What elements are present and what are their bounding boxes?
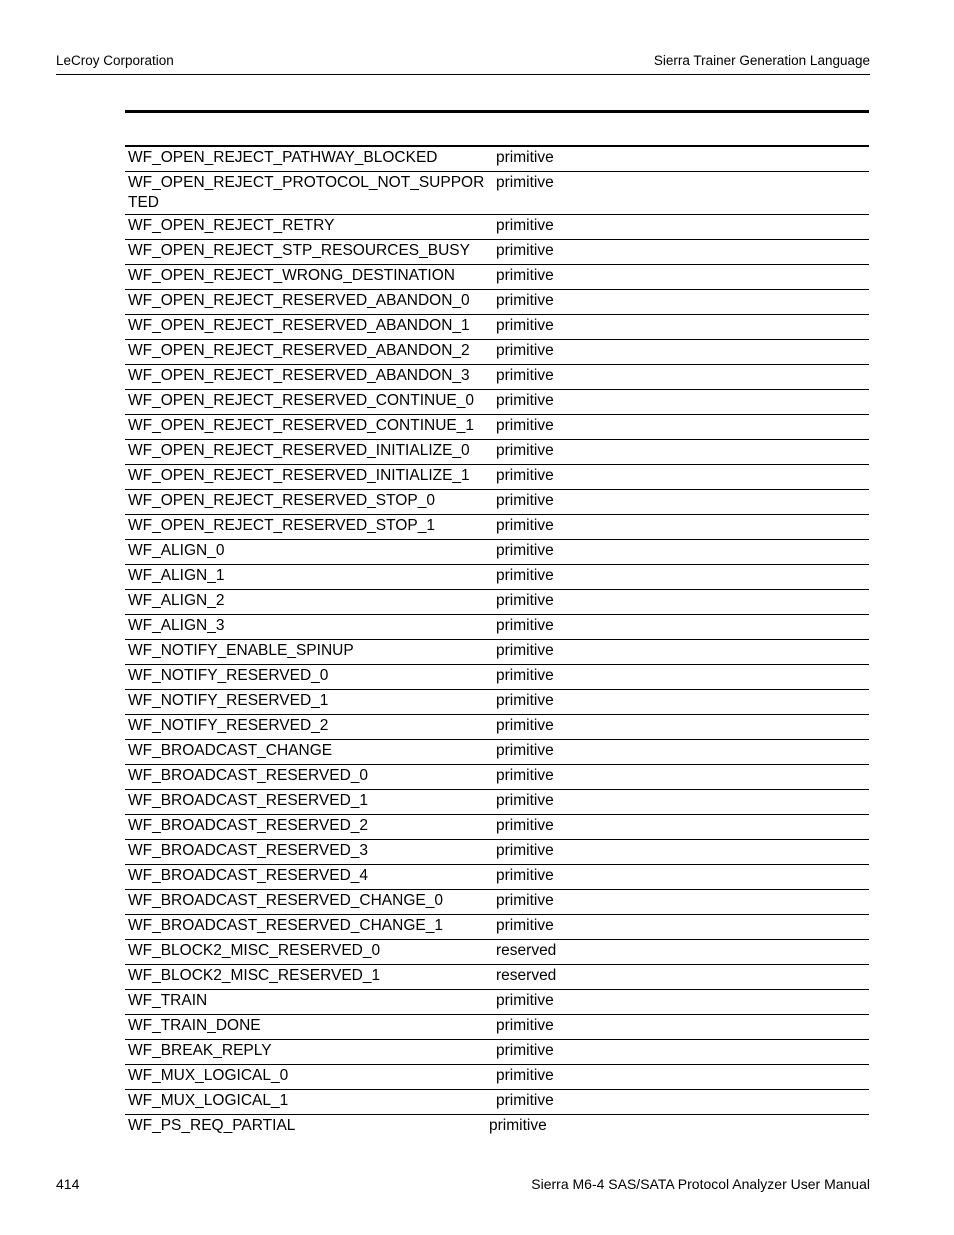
- table-row: [125, 615, 869, 640]
- header-company: LeCroy Corporation: [56, 53, 174, 68]
- cell-type: primitive: [496, 417, 554, 434]
- cell-name: WF_BROADCAST_CHANGE: [128, 742, 333, 759]
- cell-type: primitive: [496, 892, 554, 909]
- cell-type: primitive: [496, 242, 554, 259]
- cell-type: primitive: [496, 174, 554, 191]
- cell-name: WF_NOTIFY_RESERVED_0: [128, 667, 329, 684]
- cell-name: WF_OPEN_REJECT_STP_RESOURCES_BUSY: [128, 242, 470, 259]
- cell-name: WF_BROADCAST_RESERVED_CHANGE_1: [128, 917, 443, 934]
- cell-type: primitive: [496, 567, 554, 584]
- cell-type: primitive: [496, 592, 554, 609]
- table-row: [125, 940, 869, 965]
- cell-type: primitive: [496, 217, 554, 234]
- table-top-rule: [125, 110, 869, 113]
- cell-name: WF_PS_REQ_PARTIAL: [128, 1117, 296, 1134]
- cell-name: WF_ALIGN_2: [128, 592, 225, 609]
- primitives-table: [125, 145, 869, 1139]
- cell-type: primitive: [496, 867, 554, 884]
- cell-name: WF_BROADCAST_RESERVED_0: [128, 767, 369, 784]
- table-row: [125, 1015, 869, 1040]
- cell-type: primitive: [496, 467, 554, 484]
- cell-type: primitive: [496, 542, 554, 559]
- table-row: [125, 365, 869, 390]
- table-row: [125, 890, 869, 915]
- table-row: [125, 965, 869, 990]
- cell-type: primitive: [496, 267, 554, 284]
- cell-name: WF_BLOCK2_MISC_RESERVED_0: [128, 942, 381, 959]
- table-row: [125, 415, 869, 440]
- cell-name: WF_NOTIFY_RESERVED_2: [128, 717, 329, 734]
- cell-type: primitive: [496, 292, 554, 309]
- cell-type: primitive: [496, 917, 554, 934]
- table-row: [125, 315, 869, 340]
- table-row: [125, 540, 869, 565]
- table-row: [125, 1090, 869, 1115]
- cell-name: WF_ALIGN_0: [128, 542, 225, 559]
- cell-type: primitive: [496, 517, 554, 534]
- cell-name: WF_ALIGN_1: [128, 567, 225, 584]
- cell-name: WF_BROADCAST_RESERVED_2: [128, 817, 369, 834]
- table-body: [125, 146, 869, 1139]
- table-row: [125, 146, 869, 172]
- cell-name: WF_OPEN_REJECT_RESERVED_INITIALIZE_0: [128, 442, 470, 459]
- cell-type: primitive: [496, 717, 554, 734]
- cell-name: WF_TRAIN_DONE: [128, 1017, 261, 1034]
- cell-name: WF_OPEN_REJECT_RESERVED_ABANDON_0: [128, 292, 470, 309]
- cell-type: primitive: [496, 317, 554, 334]
- cell-name: WF_NOTIFY_RESERVED_1: [128, 692, 329, 709]
- cell-type: primitive: [496, 617, 554, 634]
- cell-type: primitive: [496, 992, 554, 1009]
- table-row: [125, 1040, 869, 1065]
- cell-type: primitive: [496, 642, 554, 659]
- cell-type: reserved: [496, 942, 557, 959]
- cell-type: primitive: [496, 817, 554, 834]
- table-row: [125, 565, 869, 590]
- table-row: [125, 765, 869, 790]
- cell-type: primitive: [496, 1067, 554, 1084]
- cell-name: WF_BROADCAST_RESERVED_1: [128, 792, 369, 809]
- cell-name: WF_OPEN_REJECT_WRONG_DESTINATION: [128, 267, 455, 284]
- table-row: [125, 790, 869, 815]
- table-row: [125, 740, 869, 765]
- header-chapter: Sierra Trainer Generation Language: [653, 53, 870, 68]
- cell-name: WF_OPEN_REJECT_PROTOCOL_NOT_SUPPORTED: [128, 174, 485, 211]
- cell-type: primitive: [496, 442, 554, 459]
- cell-type: primitive: [496, 492, 554, 509]
- cell-type: primitive: [496, 1092, 554, 1109]
- table-row: [125, 290, 869, 315]
- table-row: [125, 340, 869, 365]
- table-row: [125, 515, 869, 540]
- cell-type: primitive: [496, 742, 554, 759]
- cell-type: primitive: [496, 367, 554, 384]
- table-row: [125, 590, 869, 615]
- cell-name: WF_OPEN_REJECT_RESERVED_ABANDON_1: [128, 317, 470, 334]
- cell-type: primitive: [496, 792, 554, 809]
- table-row: [125, 865, 869, 890]
- cell-name: WF_OPEN_REJECT_RESERVED_CONTINUE_1: [128, 417, 474, 434]
- cell-name: WF_OPEN_REJECT_RESERVED_ABANDON_2: [128, 342, 470, 359]
- table-row: [125, 665, 869, 690]
- cell-type: primitive: [489, 1117, 547, 1134]
- table-row: [125, 465, 869, 490]
- cell-type: primitive: [496, 842, 554, 859]
- cell-type: reserved: [496, 967, 557, 984]
- table-row: [125, 440, 869, 465]
- page-header: [56, 52, 870, 75]
- table-row: [125, 215, 869, 240]
- cell-name: WF_BROADCAST_RESERVED_3: [128, 842, 369, 859]
- cell-name: WF_MUX_LOGICAL_1: [128, 1092, 289, 1109]
- cell-name: WF_BLOCK2_MISC_RESERVED_1: [128, 967, 381, 984]
- page-number: 414: [56, 1176, 80, 1192]
- table-row: [125, 640, 869, 665]
- cell-name: WF_BROADCAST_RESERVED_CHANGE_0: [128, 892, 443, 909]
- cell-type: primitive: [496, 342, 554, 359]
- cell-name: WF_TRAIN: [128, 992, 208, 1009]
- cell-name: WF_OPEN_REJECT_RESERVED_STOP_0: [128, 492, 435, 509]
- cell-name: WF_ALIGN_3: [128, 617, 225, 634]
- cell-name: WF_OPEN_REJECT_RESERVED_CONTINUE_0: [128, 392, 474, 409]
- table-row: [125, 490, 869, 515]
- table-row: [125, 840, 869, 865]
- table-row: [125, 240, 869, 265]
- table-row: [125, 1115, 869, 1140]
- table-row: [125, 915, 869, 940]
- table-row: [125, 1065, 869, 1090]
- cell-name: WF_BROADCAST_RESERVED_4: [128, 867, 369, 884]
- cell-type: primitive: [496, 1017, 554, 1034]
- cell-type: primitive: [496, 667, 554, 684]
- cell-name: WF_MUX_LOGICAL_0: [128, 1067, 289, 1084]
- cell-name: WF_OPEN_REJECT_RESERVED_STOP_1: [128, 517, 435, 534]
- cell-type: primitive: [496, 392, 554, 409]
- cell-name: WF_OPEN_REJECT_RESERVED_INITIALIZE_1: [128, 467, 470, 484]
- cell-name: WF_OPEN_REJECT_RESERVED_ABANDON_3: [128, 367, 470, 384]
- cell-name: WF_OPEN_REJECT_RETRY: [128, 217, 335, 234]
- table-row: [125, 990, 869, 1015]
- cell-name: WF_OPEN_REJECT_PATHWAY_BLOCKED: [128, 149, 438, 166]
- table-row: [125, 690, 869, 715]
- table-row: [125, 715, 869, 740]
- cell-type: primitive: [496, 1042, 554, 1059]
- cell-name: WF_NOTIFY_ENABLE_SPINUP: [128, 642, 354, 659]
- cell-type: primitive: [496, 692, 554, 709]
- table-row: [125, 815, 869, 840]
- manual-title: Sierra M6-4 SAS/SATA Protocol Analyzer User Manual: [531, 1176, 870, 1192]
- table-row: [125, 390, 869, 415]
- table-row: [125, 172, 869, 215]
- cell-type: primitive: [496, 149, 554, 166]
- table-row: [125, 265, 869, 290]
- cell-name: WF_BREAK_REPLY: [128, 1042, 272, 1059]
- cell-type: primitive: [496, 767, 554, 784]
